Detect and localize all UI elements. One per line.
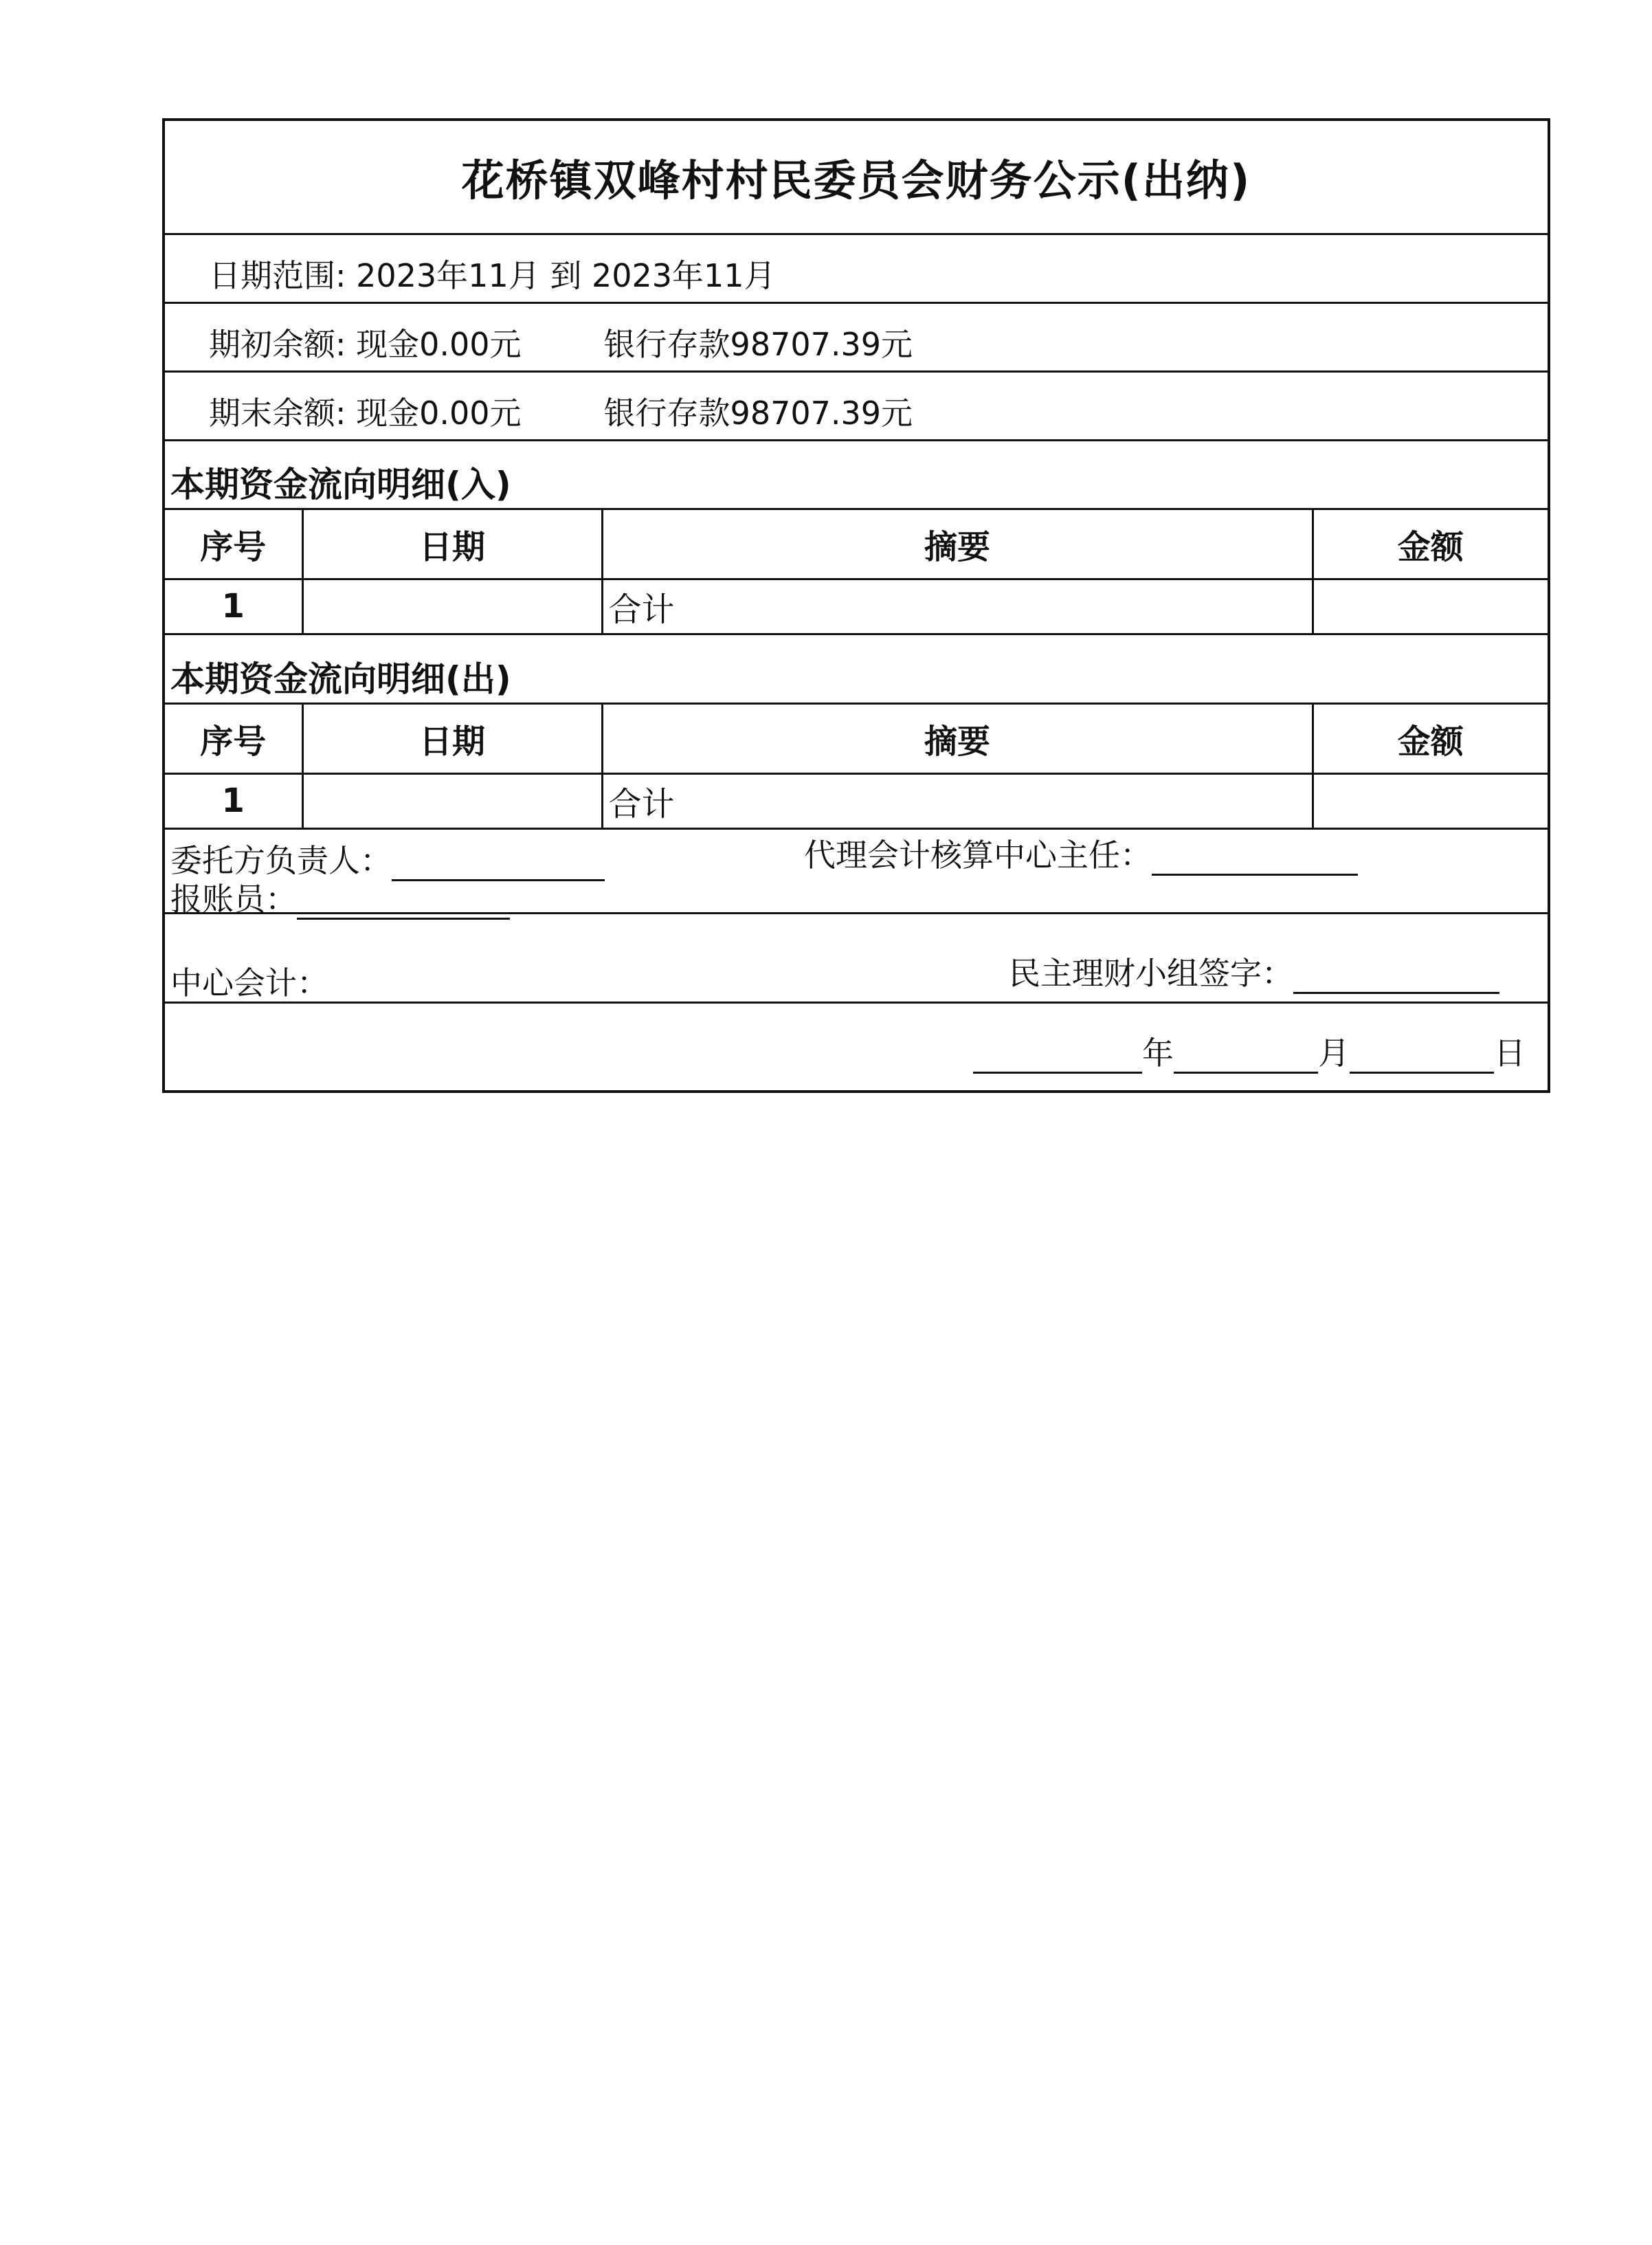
row-amount <box>1313 579 1548 634</box>
closing-balance-row <box>165 373 1548 441</box>
expense-table <box>165 705 1548 830</box>
row-no: 1 <box>165 773 302 828</box>
clerk-label: 报账员： <box>170 881 297 918</box>
header-summary: 摘要 <box>602 510 1313 579</box>
opening-cash: 期初余额: 现金0.00元 <box>209 326 522 363</box>
row-summary: 合计 <box>602 579 1313 634</box>
date-signature <box>973 1028 1526 1074</box>
accountant-signature <box>170 958 542 1004</box>
expense-section-title <box>165 636 1548 705</box>
director-signature <box>804 830 1358 876</box>
group-signature <box>1009 949 1499 994</box>
form-title: 花桥镇双峰村村民委员会财务公示(出纳) <box>165 121 1548 235</box>
income-header-row <box>165 510 1548 579</box>
table-row <box>165 773 1548 828</box>
finance-disclosure-form <box>162 118 1550 1093</box>
clerk-signature <box>170 874 510 920</box>
income-title: 本期资金流向明细(入) <box>170 465 511 505</box>
header-summary: 摘要 <box>602 705 1313 773</box>
row-amount <box>1313 773 1548 828</box>
accountant-signature-line[interactable] <box>328 974 542 1004</box>
header-amount: 金额 <box>1313 510 1548 579</box>
row-no: 1 <box>165 579 302 634</box>
header-no: 序号 <box>165 510 302 579</box>
row-date <box>302 773 602 828</box>
expense-header-row <box>165 705 1548 773</box>
client-label: 委托方负责人： <box>170 842 392 879</box>
year-line[interactable] <box>973 1044 1142 1074</box>
month-label: 月 <box>1318 1035 1350 1072</box>
group-signature-line[interactable] <box>1293 964 1499 994</box>
header-date: 日期 <box>302 705 602 773</box>
signature-block-1 <box>165 830 1548 918</box>
director-label: 代理会计核算中心主任： <box>804 837 1152 874</box>
accountant-label: 中心会计： <box>170 964 328 1002</box>
closing-cash: 期末余额: 现金0.00元 <box>209 395 522 432</box>
header-date: 日期 <box>302 510 602 579</box>
closing-bank: 银行存款98707.39元 <box>603 395 913 432</box>
header-amount: 金额 <box>1313 705 1548 773</box>
director-signature-line[interactable] <box>1152 846 1358 876</box>
income-table <box>165 510 1548 635</box>
day-label: 日 <box>1494 1035 1526 1072</box>
expense-title: 本期资金流向明细(出) <box>170 659 511 699</box>
opening-balance-row <box>165 304 1548 373</box>
year-label: 年 <box>1142 1035 1174 1072</box>
group-label: 民主理财小组签字： <box>1009 955 1293 992</box>
date-range-row <box>165 235 1548 304</box>
row-summary: 合计 <box>602 773 1313 828</box>
signature-block-2 <box>165 914 1548 1004</box>
opening-bank: 银行存款98707.39元 <box>603 326 913 363</box>
row-date <box>302 579 602 634</box>
table-row <box>165 579 1548 634</box>
date-range: 日期范围: 2023年11月 到 2023年11月 <box>209 257 776 294</box>
month-line[interactable] <box>1174 1044 1318 1074</box>
income-section-title <box>165 441 1548 510</box>
day-line[interactable] <box>1350 1044 1494 1074</box>
header-no: 序号 <box>165 705 302 773</box>
